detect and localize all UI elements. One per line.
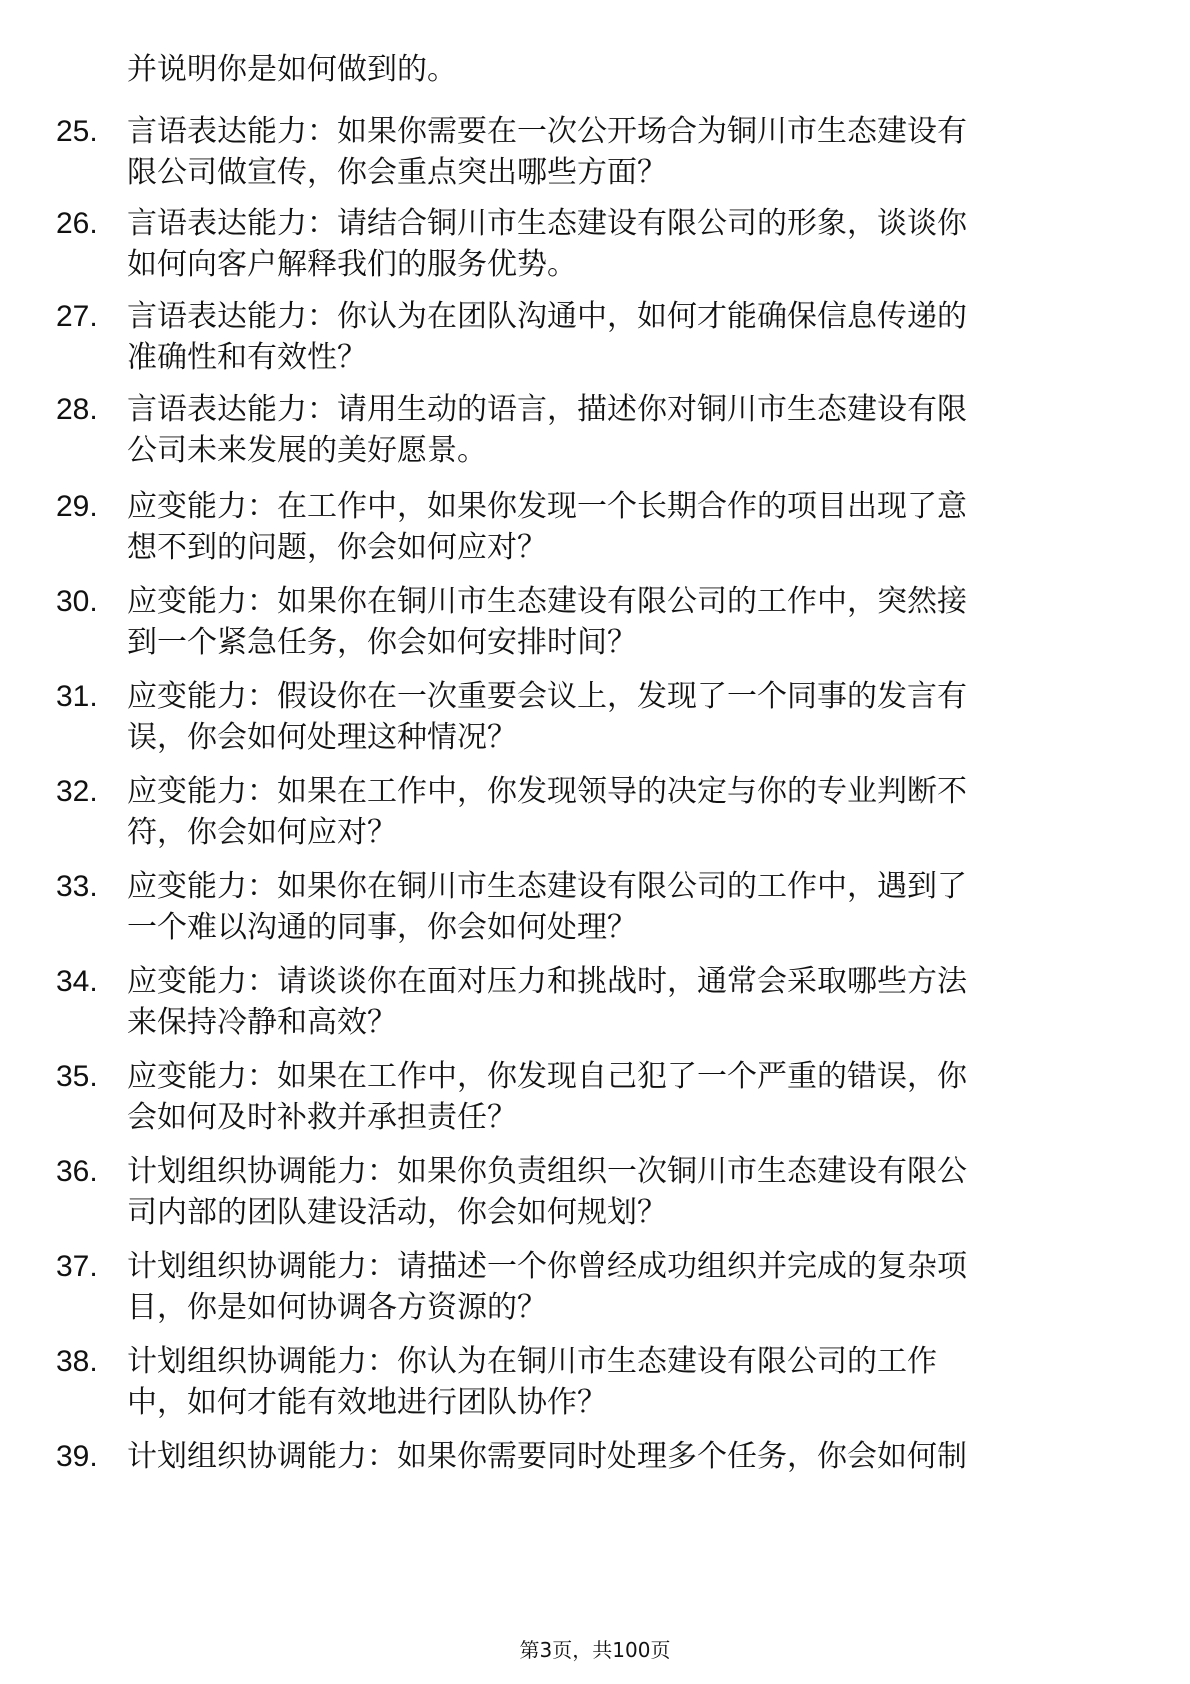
- question-text-line: 计划组织协调能力：如果你需要同时处理多个任务，你会如何制: [127, 1439, 967, 1474]
- question-text-line: 目，你是如何协调各方资源的？: [127, 1290, 547, 1325]
- continuation-text: 并说明你是如何做到的。: [127, 52, 457, 87]
- page-footer: 第3页，共100页: [519, 1638, 671, 1662]
- question-number: 27.: [56, 300, 98, 333]
- question-item: [0, 582, 1190, 674]
- question-text-line: 限公司做宣传，你会重点突出哪些方面？: [127, 155, 667, 190]
- question-text-line: 应变能力：如果你在铜川市生态建设有限公司的工作中，遇到了: [127, 869, 967, 904]
- question-item: [0, 1057, 1190, 1149]
- question-item: [0, 772, 1190, 864]
- question-number: 34.: [56, 965, 98, 998]
- question-item: [0, 390, 1190, 482]
- question-text-line: 计划组织协调能力：你认为在铜川市生态建设有限公司的工作: [127, 1344, 937, 1379]
- question-text-line: 应变能力：假设你在一次重要会议上，发现了一个同事的发言有: [127, 679, 967, 714]
- question-number: 32.: [56, 775, 98, 808]
- question-text-line: 言语表达能力：如果你需要在一次公开场合为铜川市生态建设有: [127, 114, 967, 149]
- question-text-line: 公司未来发展的美好愿景。: [127, 433, 487, 468]
- question-number: 39.: [56, 1440, 98, 1473]
- question-number: 35.: [56, 1060, 98, 1093]
- question-item: [0, 962, 1190, 1054]
- question-text-line: 应变能力：如果在工作中，你发现自己犯了一个严重的错误，你: [127, 1059, 967, 1094]
- question-number: 36.: [56, 1155, 98, 1188]
- question-item: [0, 487, 1190, 579]
- question-text-line: 一个难以沟通的同事，你会如何处理？: [127, 910, 637, 945]
- question-item: [0, 1247, 1190, 1339]
- question-text-line: 准确性和有效性？: [127, 340, 367, 375]
- question-text-line: 应变能力：如果你在铜川市生态建设有限公司的工作中，突然接: [127, 584, 967, 619]
- question-text-line: 会如何及时补救并承担责任？: [127, 1100, 517, 1135]
- question-item: [0, 297, 1190, 389]
- question-number: 38.: [56, 1345, 98, 1378]
- question-number: 28.: [56, 393, 98, 426]
- question-text-line: 符，你会如何应对？: [127, 815, 397, 850]
- question-number: 30.: [56, 585, 98, 618]
- question-text-line: 中，如何才能有效地进行团队协作？: [127, 1385, 607, 1420]
- question-text-line: 误，你会如何处理这种情况？: [127, 720, 517, 755]
- question-number: 26.: [56, 207, 98, 240]
- question-text-line: 应变能力：请谈谈你在面对压力和挑战时，通常会采取哪些方法: [127, 964, 967, 999]
- question-text-line: 言语表达能力：请用生动的语言，描述你对铜川市生态建设有限: [127, 392, 967, 427]
- question-number: 33.: [56, 870, 98, 903]
- question-text-line: 计划组织协调能力：请描述一个你曾经成功组织并完成的复杂项: [127, 1249, 967, 1284]
- question-text-line: 言语表达能力：你认为在团队沟通中，如何才能确保信息传递的: [127, 299, 967, 334]
- question-number: 37.: [56, 1250, 98, 1283]
- question-item: [0, 204, 1190, 296]
- question-text-line: 应变能力：如果在工作中，你发现领导的决定与你的专业判断不: [127, 774, 967, 809]
- question-number: 29.: [56, 490, 98, 523]
- question-text-line: 如何向客户解释我们的服务优势。: [127, 247, 577, 282]
- question-text-line: 应变能力：在工作中，如果你发现一个长期合作的项目出现了意: [127, 489, 967, 524]
- question-item: [0, 677, 1190, 769]
- question-number: 25.: [56, 115, 98, 148]
- question-text-line: 司内部的团队建设活动，你会如何规划？: [127, 1195, 667, 1230]
- question-number: 31.: [56, 680, 98, 713]
- question-item: [0, 1152, 1190, 1244]
- question-text-line: 想不到的问题，你会如何应对？: [127, 530, 547, 565]
- question-item: [0, 867, 1190, 959]
- question-text-line: 计划组织协调能力：如果你负责组织一次铜川市生态建设有限公: [127, 1154, 967, 1189]
- question-item: [0, 112, 1190, 204]
- question-text-line: 到一个紧急任务，你会如何安排时间？: [127, 625, 637, 660]
- question-text-line: 言语表达能力：请结合铜川市生态建设有限公司的形象，谈谈你: [127, 206, 967, 241]
- question-item: [0, 1342, 1190, 1434]
- question-item: [0, 1437, 1190, 1529]
- question-text-line: 来保持冷静和高效？: [127, 1005, 397, 1040]
